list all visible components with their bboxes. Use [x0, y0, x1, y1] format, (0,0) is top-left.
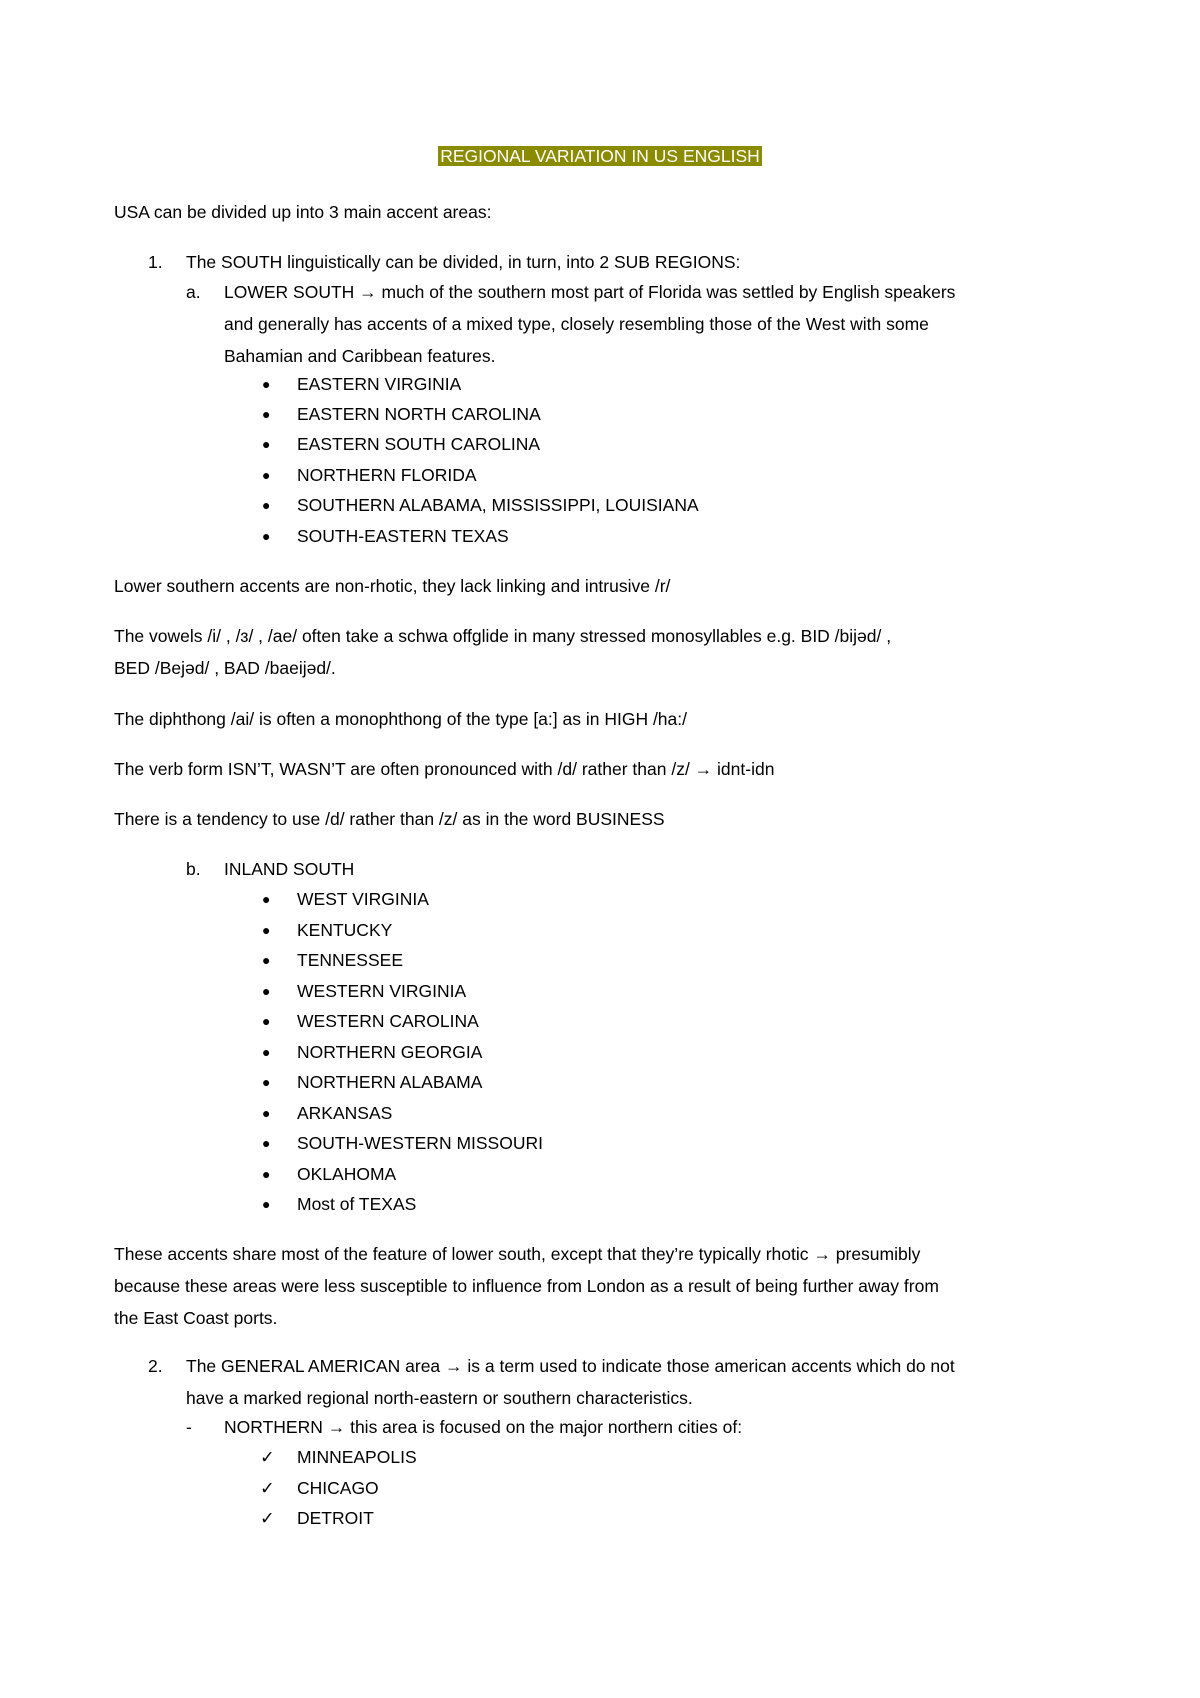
inland-note-line3: the East Coast ports. [114, 1308, 278, 1328]
northern-line [224, 1411, 742, 1443]
list-item: KENTUCKY [297, 920, 393, 940]
checkmark-icon: ✓ [260, 1478, 275, 1498]
list-item: TENNESSEE [297, 950, 403, 970]
general-american-line1-end: is a term used to indicate those american accents which do not [462, 1356, 955, 1376]
arrow-right-icon: → [694, 759, 713, 779]
general-american-line2: have a marked regional north-eastern or southern characteristics. [186, 1388, 693, 1408]
bullet-icon: ● [262, 891, 271, 907]
item1-text: The SOUTH linguistically can be divided, in turn, into 2 SUB REGIONS: [186, 252, 741, 272]
title-text: REGIONAL VARIATION IN US ENGLISH [440, 146, 760, 166]
bullet-icon: ● [262, 406, 271, 422]
list-item: MINNEAPOLIS [297, 1447, 417, 1467]
bullet-icon: ● [262, 1166, 271, 1182]
list-number-2: 2. [148, 1356, 163, 1376]
bullet-icon: ● [262, 376, 271, 392]
list-item: EASTERN NORTH CAROLINA [297, 404, 541, 424]
lower-south-description [224, 276, 1074, 372]
verb-form-paragraph [114, 753, 1074, 785]
arrow-right-icon: → [445, 1356, 463, 1376]
list-item: CHICAGO [297, 1478, 379, 1498]
arrow-right-icon: → [327, 1417, 346, 1437]
bullet-icon: ● [262, 528, 271, 544]
checkmark-icon: ✓ [260, 1447, 275, 1467]
list-item: Most of TEXAS [297, 1194, 417, 1214]
inland-note-line2: because these areas were less susceptible to influence from London as a result of being further away from [114, 1276, 939, 1296]
lower-south-heading: LOWER SOUTH [224, 282, 355, 302]
sub-letter-a: a. [186, 282, 201, 302]
lower-south-line1: much of the southern most part of Florida was settled by English speakers [376, 282, 956, 302]
northern-description: this area is focused on the major northern cities of: [345, 1417, 743, 1437]
bullet-icon: ● [262, 497, 271, 513]
item2-text [186, 1350, 1086, 1414]
bullet-icon: ● [262, 1044, 271, 1060]
list-item: NORTHERN FLORIDA [297, 465, 477, 485]
vowels-paragraph [114, 620, 1074, 684]
list-item: SOUTH-WESTERN MISSOURI [297, 1133, 543, 1153]
list-item: SOUTHERN ALABAMA, MISSISSIPPI, LOUISIANA [297, 495, 699, 515]
list-item: NORTHERN ALABAMA [297, 1072, 483, 1092]
bullet-icon: ● [262, 983, 271, 999]
list-item: ARKANSAS [297, 1103, 393, 1123]
verb-form-result: idnt-idn [712, 759, 775, 779]
verb-form-text: The verb form ISN’T, WASN’T are often pronounced with /d/ rather than /z/ [114, 759, 695, 779]
sub-letter-b: b. [186, 859, 201, 879]
inland-note-paragraph [114, 1238, 1074, 1334]
bullet-icon: ● [262, 1074, 271, 1090]
arrow-right-icon: → [359, 282, 377, 302]
inland-note-line1: These accents share most of the feature of lower south, except that they’re typically rhotic [114, 1244, 814, 1264]
list-item: NORTHERN GEORGIA [297, 1042, 483, 1062]
list-item: DETROIT [297, 1508, 374, 1528]
bullet-icon: ● [262, 1105, 271, 1121]
tendency-paragraph: There is a tendency to use /d/ rather than /z/ as in the word BUSINESS [114, 809, 665, 829]
lower-south-line3: Bahamian and Caribbean features. [224, 346, 496, 366]
list-item: WEST VIRGINIA [297, 889, 429, 909]
diphthong-paragraph: The diphthong /ai/ is often a monophthong of the type [a:] as in HIGH /ha:/ [114, 709, 687, 729]
list-item: WESTERN VIRGINIA [297, 981, 467, 1001]
bullet-icon: ● [262, 922, 271, 938]
lower-south-line2: and generally has accents of a mixed type, closely resembling those of the West with some [224, 314, 929, 334]
northern-heading: NORTHERN [224, 1417, 328, 1437]
bullet-icon: ● [262, 1135, 271, 1151]
bullet-icon: ● [262, 952, 271, 968]
list-item: SOUTH-EASTERN TEXAS [297, 526, 509, 546]
dash-marker: - [186, 1417, 192, 1437]
bullet-icon: ● [262, 1196, 271, 1212]
list-item: EASTERN SOUTH CAROLINA [297, 434, 541, 454]
bullet-icon: ● [262, 436, 271, 452]
rhotic-paragraph: Lower southern accents are non-rhotic, they lack linking and intrusive /r/ [114, 576, 671, 596]
inland-note-line1-end: presumibly [830, 1244, 921, 1264]
arrow-right-icon: → [813, 1244, 831, 1264]
document-title [0, 146, 1200, 167]
intro-paragraph: USA can be divided up into 3 main accent areas: [114, 202, 492, 222]
checkmark-icon: ✓ [260, 1508, 275, 1528]
list-number-1: 1. [148, 252, 163, 272]
inland-south-heading: INLAND SOUTH [224, 859, 355, 879]
bullet-icon: ● [262, 1013, 271, 1029]
list-item: WESTERN CAROLINA [297, 1011, 479, 1031]
bullet-icon: ● [262, 467, 271, 483]
list-item: EASTERN VIRGINIA [297, 374, 462, 394]
vowels-line1: The vowels /i/ , /ɜ/ , /ae/ often take a schwa offglide in many stressed monosyllables e.g. BID /bijəd/ , [114, 626, 892, 646]
vowels-line2: BED /Bejəd/ , BAD /baeijəd/. [114, 658, 336, 678]
general-american-line1: The GENERAL AMERICAN area [186, 1356, 446, 1376]
list-item: OKLAHOMA [297, 1164, 397, 1184]
